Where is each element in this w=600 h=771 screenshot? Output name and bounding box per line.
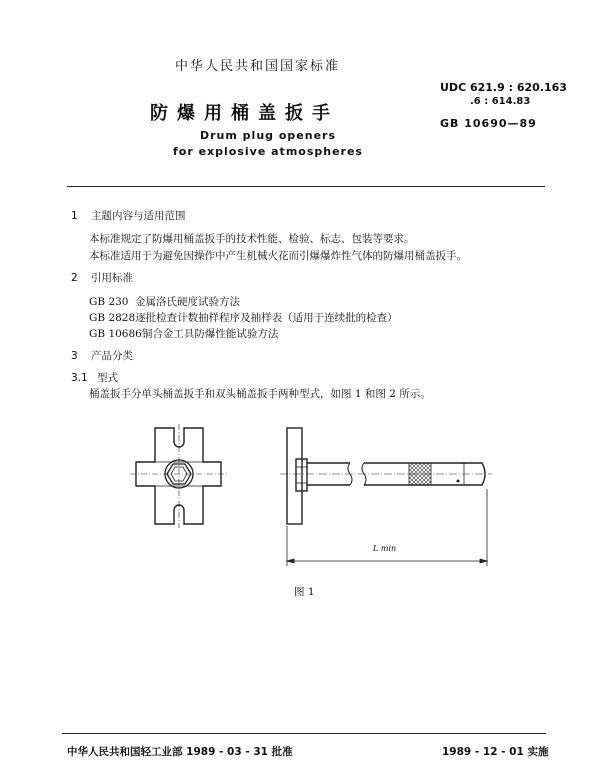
reference-code: GB 230 [89, 296, 129, 308]
figure-caption: 图 1 [294, 586, 315, 598]
section-1-number: 1 [71, 210, 78, 222]
dimension-label: L min [373, 544, 397, 553]
reference-text: 铜合金工具防爆性能试验方法 [141, 328, 279, 340]
footer-divider [62, 733, 546, 734]
section-3-number: 3 [71, 350, 78, 362]
document-title: 防爆用桶盖扳手 [150, 103, 339, 124]
effective-date: 1989 - 12 - 01 实施 [442, 746, 549, 758]
section-3-1-paragraph: 桶盖扳手分单头桶盖扳手和双头桶盖扳手两种型式，如图 1 和图 2 所示。 [89, 388, 431, 400]
english-title-line2: for explosive atmospheres [173, 145, 363, 158]
section-2-title: 引用标准 [91, 272, 133, 284]
section-3-title: 产品分类 [91, 350, 133, 362]
reference-text: 金属洛氏硬度试验方法 [135, 296, 240, 308]
opener-side-view [280, 428, 492, 524]
section-3-1-number: 3.1 [71, 372, 88, 384]
length-dimension [287, 489, 487, 566]
reference-text: 逐批检查计数抽样程序及抽样表（适用于连续批的检查） [135, 312, 398, 324]
reference-code: GB 2828 [89, 312, 136, 324]
opener-front-view [130, 424, 227, 528]
udc-code-cont: .6 : 614.83 [470, 96, 531, 107]
section-2-number: 2 [71, 272, 78, 284]
section-1-paragraph-2: 本标准适用于为避免因操作中产生机械火花而引爆爆炸性气体的防爆用桶盖扳手。 [89, 250, 467, 262]
gb-number: GB 10690—89 [440, 117, 537, 130]
approval-line: 中华人民共和国轻工业部 1989 - 03 - 31 批准 [67, 746, 293, 758]
udc-code: UDC 621.9 : 620.163 [440, 81, 567, 94]
section-3-1-title: 型式 [97, 372, 118, 384]
reference-code: GB 10686 [89, 328, 142, 340]
standard-name: 中华人民共和国国家标准 [175, 59, 341, 74]
section-1-title: 主题内容与适用范围 [91, 210, 186, 222]
section-1-paragraph-1: 本标准规定了防爆用桶盖扳手的技术性能、检验、标志、包装等要求。 [89, 233, 415, 245]
english-title-line1: Drum plug openers [200, 129, 337, 142]
